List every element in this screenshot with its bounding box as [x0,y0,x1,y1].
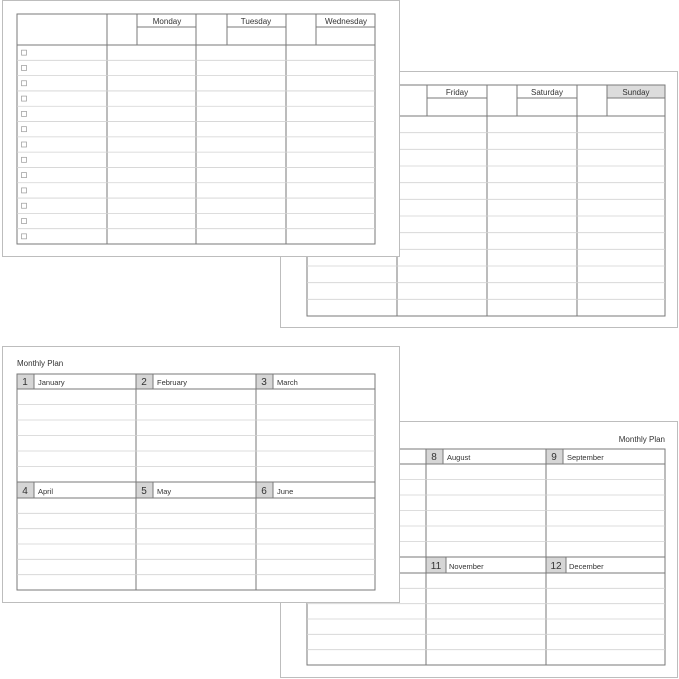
month-number-1: 1 [22,377,28,388]
month-name-march: March [277,378,298,387]
checkbox-icon[interactable] [22,219,27,224]
checkbox-icon[interactable] [22,203,27,208]
checkbox-icon[interactable] [22,111,27,116]
checkbox-icon[interactable] [22,157,27,162]
monthly-front-title: Monthly Plan [17,359,64,368]
month-number-6: 6 [261,486,267,497]
month-name-november: November [449,562,484,571]
month-name-february: February [157,378,188,387]
month-name-june: June [277,487,294,496]
checkbox-icon[interactable] [22,50,27,55]
month-number-11: 11 [430,561,442,572]
day-label-friday: Friday [445,88,469,97]
monthly-front-grid [3,347,401,604]
weekly-planner-page-front [2,0,400,257]
checkbox-icon[interactable] [22,96,27,101]
month-name-december: December [569,562,604,571]
month-name-august: August [447,453,471,462]
month-number-2: 2 [141,377,147,388]
day-label-sunday: Sunday [622,88,650,97]
month-name-september: September [567,453,604,462]
month-number-5: 5 [141,486,147,497]
month-name-april: April [38,487,54,496]
month-number-8: 8 [431,452,437,463]
day-label-wednesday: Wednesday [324,17,368,26]
checkbox-icon[interactable] [22,173,27,178]
monthly-back-title: Monthly Plan [618,435,665,444]
month-name-january: January [38,378,65,387]
month-number-9: 9 [551,452,557,463]
checkbox-icon[interactable] [22,234,27,239]
month-number-12: 12 [550,561,562,572]
monthly-planner-page-front [2,346,400,603]
month-number-3: 3 [261,377,267,388]
checkbox-icon[interactable] [22,142,27,147]
checkbox-icon[interactable] [22,65,27,70]
day-label-saturday: Saturday [530,88,564,97]
weekly-front-grid [3,1,401,258]
day-label-tuesday: Tuesday [240,17,272,26]
day-label-monday: Monday [152,17,182,26]
month-name-may: May [157,487,172,496]
checkbox-icon[interactable] [22,188,27,193]
checkbox-icon[interactable] [22,81,27,86]
month-number-4: 4 [22,486,28,497]
checkbox-icon[interactable] [22,127,27,132]
